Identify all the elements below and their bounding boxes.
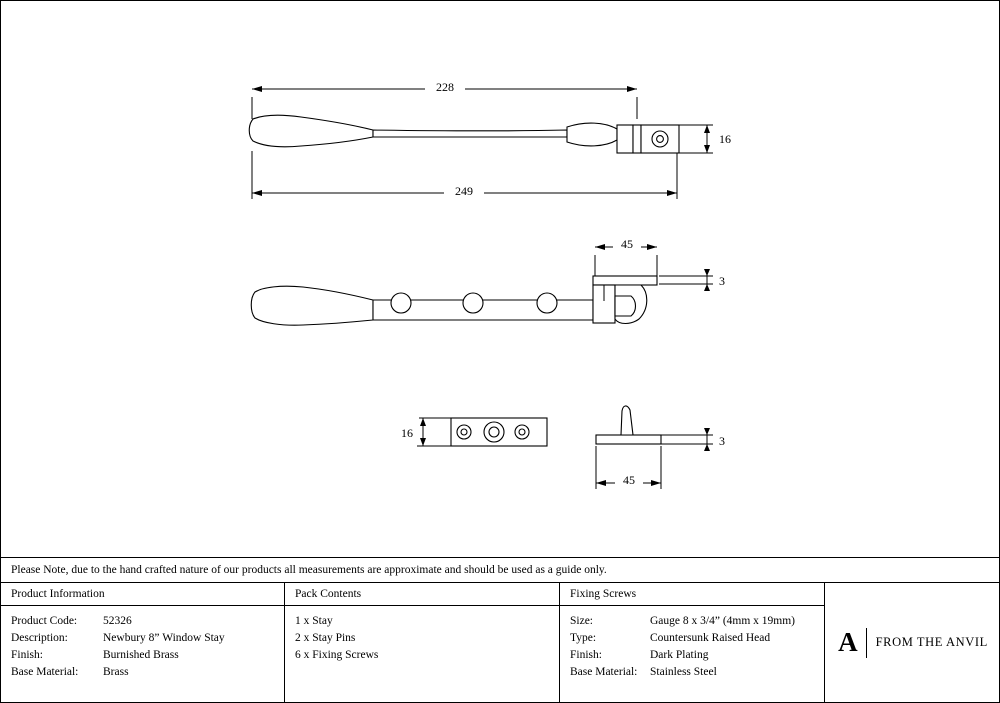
screw-base-material-value: Stainless Steel	[650, 666, 717, 678]
dim-label-228: 228	[436, 80, 454, 94]
measurement-note-text: Please Note, due to the hand crafted nature of our products all measurements are approximate and should be used as a guide only.	[11, 564, 607, 576]
dim-label-16-pin: 16	[401, 426, 413, 440]
description-label: Description:	[11, 632, 68, 644]
table-row	[570, 630, 824, 647]
stay-body-side	[251, 276, 657, 325]
list-item: 2 x Stay Pins	[295, 632, 356, 644]
dimension-228	[252, 80, 637, 119]
dimension-3-side	[659, 269, 725, 291]
drawing-area	[1, 1, 1000, 557]
stay-body-plan	[249, 115, 679, 153]
table-row	[11, 613, 284, 630]
logo-divider	[866, 628, 867, 658]
screw-finish-value: Dark Plating	[650, 649, 709, 661]
dimension-16-top	[679, 125, 731, 153]
dimension-3-pin	[661, 428, 725, 451]
brand-column	[825, 583, 1000, 702]
finish-label: Finish:	[11, 649, 43, 661]
pack-contents-header: Pack Contents	[285, 583, 559, 606]
view-stay-pin-elevation	[596, 406, 725, 489]
screw-size-label: Size:	[570, 615, 593, 627]
dimension-16-pin	[397, 417, 451, 446]
table-row	[11, 630, 284, 647]
anvil-a-icon: A	[838, 627, 857, 657]
brand-name: FROM THE ANVIL	[875, 635, 988, 649]
table-row	[11, 664, 284, 681]
pack-contents-column	[285, 583, 560, 702]
view-stay-pin-plan	[397, 417, 547, 446]
measurement-note	[1, 557, 1000, 583]
finish-value: Burnished Brass	[103, 649, 179, 661]
base-material-label: Base Material:	[11, 666, 79, 678]
product-information-body	[1, 606, 284, 681]
stay-pin-plate-plan	[451, 418, 547, 446]
dim-label-16-top: 16	[719, 132, 731, 146]
dim-label-249: 249	[455, 184, 473, 198]
list-item: 6 x Fixing Screws	[295, 649, 379, 661]
dim-label-45-side: 45	[621, 237, 633, 251]
description-value: Newbury 8” Window Stay	[103, 632, 225, 644]
fixing-screws-column	[560, 583, 825, 702]
product-information-column	[1, 583, 285, 702]
fixing-screws-header: Fixing Screws	[560, 583, 824, 606]
screw-size-value: Gauge 8 x 3/4” (4mm x 19mm)	[650, 615, 796, 627]
screw-type-value: Countersunk Raised Head	[650, 632, 771, 644]
view-top-stay	[249, 80, 731, 199]
dim-label-3-pin: 3	[719, 434, 725, 448]
view-side-stay	[251, 237, 725, 325]
pack-contents-body	[285, 606, 559, 664]
table-row	[570, 647, 824, 664]
product-code-label: Product Code:	[11, 615, 78, 627]
dimension-249	[252, 151, 677, 199]
dimension-45-pin	[596, 446, 661, 489]
brand-logo	[825, 583, 1000, 702]
info-table	[1, 583, 1000, 702]
table-row	[570, 613, 824, 630]
list-item: 1 x Stay	[295, 615, 333, 627]
base-material-value: Brass	[103, 666, 129, 678]
table-row	[570, 664, 824, 681]
stay-pin-elevation-body	[596, 406, 661, 444]
screw-base-material-label: Base Material:	[570, 666, 638, 678]
dim-label-3-side: 3	[719, 274, 725, 288]
table-row	[11, 647, 284, 664]
screw-type-label: Type:	[570, 632, 597, 644]
fixing-screws-body	[560, 606, 824, 681]
dim-label-45-pin: 45	[623, 473, 635, 487]
screw-finish-label: Finish:	[570, 649, 602, 661]
product-code-value: 52326	[103, 615, 132, 627]
product-information-header: Product Information	[1, 583, 284, 606]
